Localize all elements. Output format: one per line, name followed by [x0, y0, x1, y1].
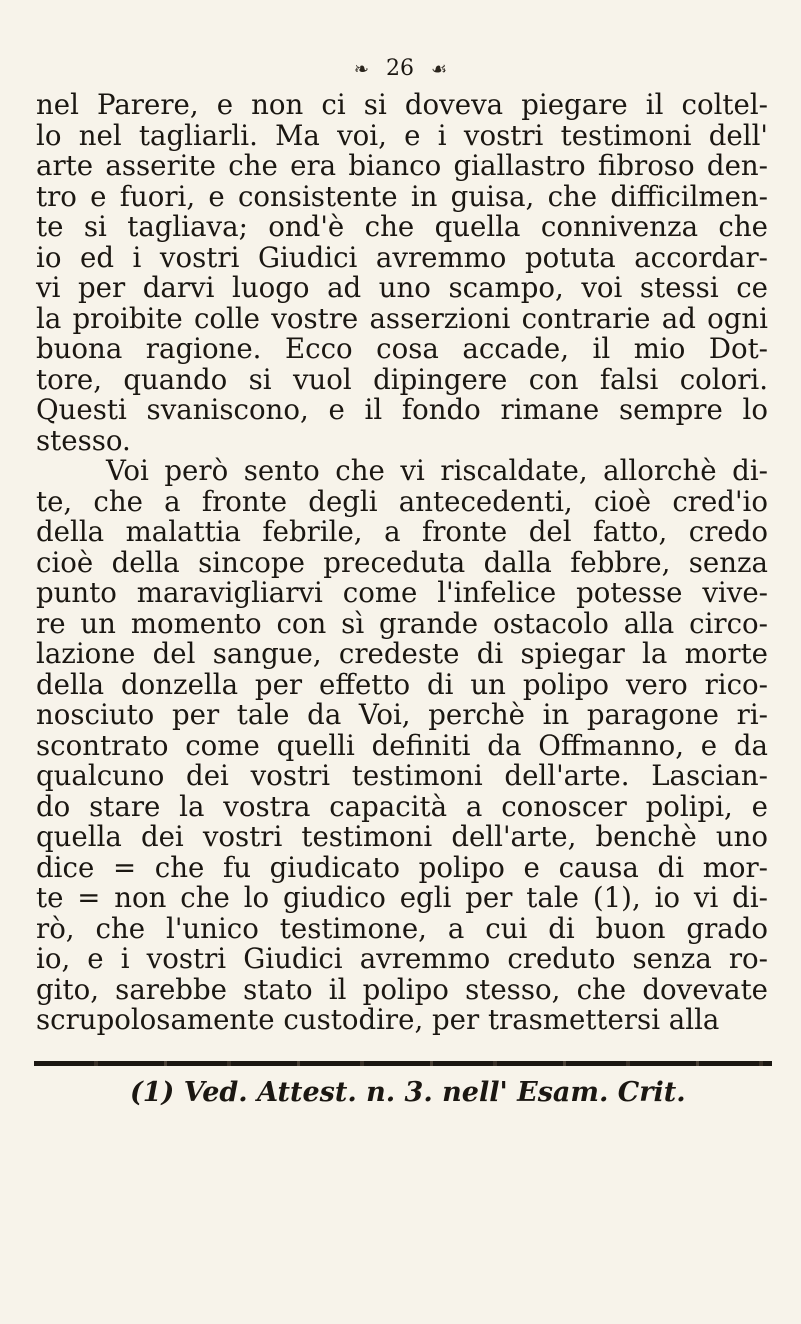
left-ornament-icon: ❧	[353, 59, 369, 80]
text-line: tro e fuori, e consistente in guisa, che difficilmen-	[36, 179, 768, 213]
text-line: scontrato come quelli definiti da Offmanno, e da	[36, 728, 768, 762]
text-line: buona ragione. Ecco cosa accade, il mio Dot-	[36, 332, 768, 365]
text-line: nel Parere, e non ci si doveva piegare il coltel-	[36, 88, 768, 121]
text-line: nosciuto per tale da Voi, perchè in paragone ri-	[36, 698, 768, 731]
right-ornament-icon: ☙	[430, 59, 448, 80]
text-line: lazione del sangue, credeste di spiegar la morte	[36, 637, 768, 670]
text-line: qualcuno dei vostri testimoni dell'arte. Lascian-	[36, 759, 768, 792]
text-line: Voi però sento che vi riscaldate, allorchè di-	[106, 454, 768, 487]
text-line: vi per darvi luogo ad uno scampo, voi stessi ce	[36, 271, 768, 304]
text-line: rò, che l'unico testimone, a cui di buon grado	[36, 911, 768, 945]
body-text	[36, 90, 768, 1036]
text-line: do stare la vostra capacità a conoscer polipi, e	[36, 789, 768, 823]
text-line: stesso.	[36, 423, 131, 457]
text-line: tore, quando si vuol dipingere con falsi colori.	[36, 362, 768, 396]
text-line: cioè della sincope preceduta dalla febbre, senza	[36, 545, 768, 579]
text-line: io, e i vostri Giudici avremmo creduto senza ro-	[36, 942, 768, 975]
text-line: lo nel tagliarli. Ma voi, e i vostri testimoni dell'	[36, 118, 768, 152]
text-line: te, che a fronte degli antecedenti, cioè cred'io	[36, 484, 768, 518]
footnote: (1) Ved. Attest. n. 3. nell' Esam. Crit.	[130, 1077, 686, 1108]
text-line: io ed i vostri Giudici avremmo potuta accordar-	[36, 240, 768, 274]
text-line: dice = che fu giudicato polipo e causa di mor-	[36, 850, 768, 884]
footnote-divider	[34, 1061, 772, 1066]
text-line: gito, sarebbe stato il polipo stesso, che dovevate	[36, 972, 768, 1006]
text-line: quella dei vostri testimoni dell'arte, benchè uno	[36, 820, 768, 853]
text-line: punto maravigliarvi come l'infelice potesse vive-	[36, 576, 768, 609]
text-line: Questi svaniscono, e il fondo rimane sempre lo	[36, 393, 768, 426]
text-line: della donzella per effetto di un polipo vero rico-	[36, 667, 768, 701]
page-number: 26	[385, 56, 414, 81]
text-line: scrupolosamente custodire, per trasmettersi alla	[36, 1003, 720, 1036]
text-line: re un momento con sì grande ostacolo alla circo-	[36, 606, 768, 640]
page-header	[0, 56, 801, 83]
text-line: della malattia febrile, a fronte del fatto, credo	[36, 515, 768, 548]
text-line: la proibite colle vostre asserzioni contrarie ad ogni	[36, 301, 768, 335]
text-line: te si tagliava; ond'è che quella connivenza che	[36, 210, 768, 243]
text-line: te = non che lo giudico egli per tale (1), io vi di-	[36, 881, 768, 914]
text-line: arte asserite che era bianco giallastro fibroso den-	[36, 149, 768, 182]
